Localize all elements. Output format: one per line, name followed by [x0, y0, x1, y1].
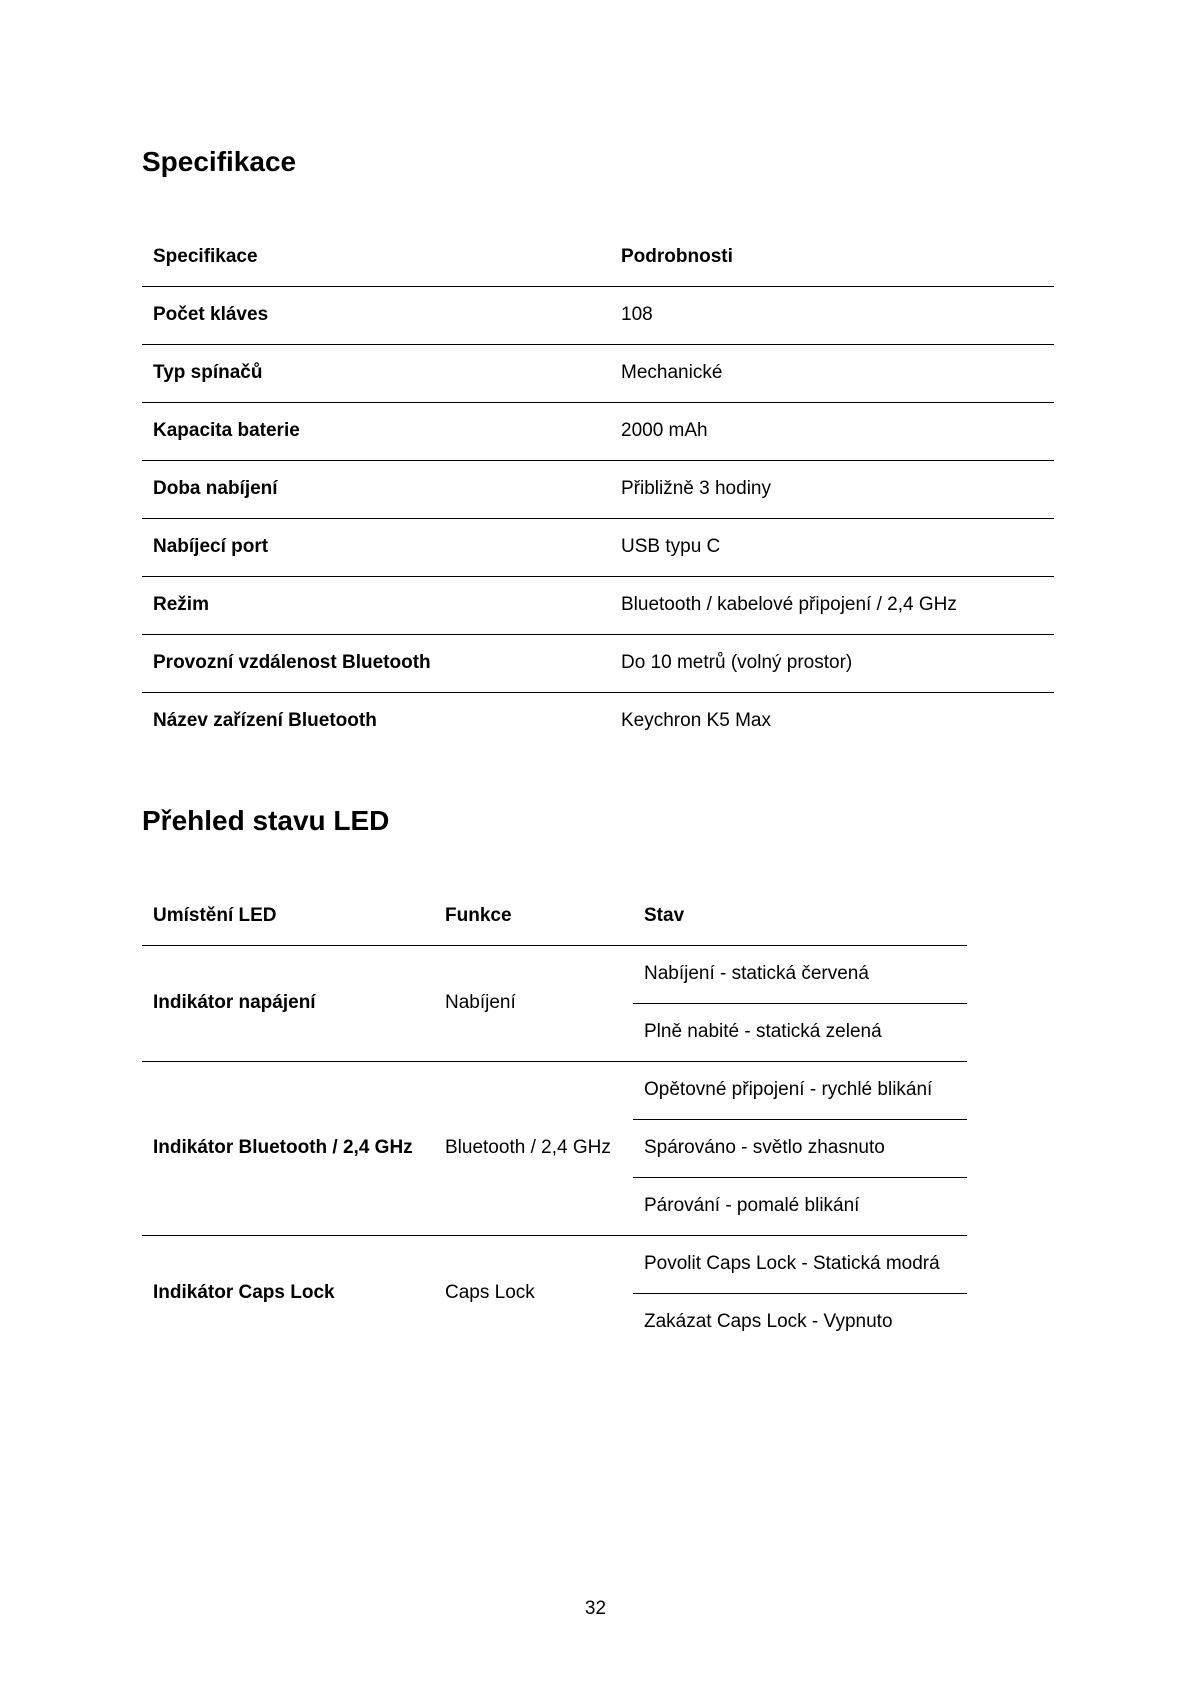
led-state: Opětovné připojení - rychlé blikání [633, 1061, 967, 1119]
led-status-table [142, 887, 967, 1351]
spec-label: Typ spínačů [142, 344, 610, 402]
spec-value: 2000 mAh [610, 402, 1054, 460]
led-function: Bluetooth / 2,4 GHz [434, 1061, 633, 1235]
table-row [142, 945, 967, 1003]
spec-value: Bluetooth / kabelové připojení / 2,4 GHz [610, 576, 1054, 634]
spec-table-header-row [142, 228, 1054, 286]
led-state: Zakázat Caps Lock - Vypnuto [633, 1293, 967, 1351]
spec-label: Název zařízení Bluetooth [142, 692, 610, 750]
spec-value: Keychron K5 Max [610, 692, 1054, 750]
led-table-header-row [142, 887, 967, 945]
led-location: Indikátor napájení [142, 945, 434, 1061]
led-state: Povolit Caps Lock - Statická modrá [633, 1235, 967, 1293]
spec-label: Kapacita baterie [142, 402, 610, 460]
spec-label: Nabíjecí port [142, 518, 610, 576]
table-row [142, 518, 1054, 576]
spec-table [142, 228, 1054, 750]
led-section-title: Přehled stavu LED [142, 805, 390, 836]
spec-label: Provozní vzdálenost Bluetooth [142, 634, 610, 692]
led-state: Párování - pomalé blikání [633, 1177, 967, 1235]
led-header-function: Funkce [445, 904, 512, 926]
table-row [142, 1235, 967, 1293]
table-row [142, 286, 1054, 344]
spec-label: Počet kláves [142, 286, 610, 344]
table-row [142, 344, 1054, 402]
spec-label: Doba nabíjení [142, 460, 610, 518]
spec-value: 108 [610, 286, 1054, 344]
led-state: Plně nabité - statická zelená [633, 1003, 967, 1061]
spec-value: Přibližně 3 hodiny [610, 460, 1054, 518]
spec-label: Režim [142, 576, 610, 634]
spec-header-spec: Specifikace [153, 245, 258, 267]
led-function: Caps Lock [434, 1235, 633, 1351]
led-location: Indikátor Bluetooth / 2,4 GHz [142, 1061, 434, 1235]
led-state: Nabíjení - statická červená [633, 945, 967, 1003]
table-row [142, 576, 1054, 634]
table-row [142, 634, 1054, 692]
led-location: Indikátor Caps Lock [142, 1235, 434, 1351]
page-number: 32 [584, 1598, 607, 1619]
spec-value: Do 10 metrů (volný prostor) [610, 634, 1054, 692]
spec-value: USB typu C [610, 518, 1054, 576]
spec-section-title: Specifikace [142, 146, 297, 177]
led-header-location: Umístění LED [153, 904, 277, 926]
led-header-state: Stav [644, 904, 685, 926]
table-row [142, 692, 1054, 750]
table-row [142, 1061, 967, 1119]
spec-value: Mechanické [610, 344, 1054, 402]
spec-header-details: Podrobnosti [621, 245, 733, 267]
table-row [142, 460, 1054, 518]
led-function: Nabíjení [434, 945, 633, 1061]
table-row [142, 402, 1054, 460]
led-state: Spárováno - světlo zhasnuto [633, 1119, 967, 1177]
